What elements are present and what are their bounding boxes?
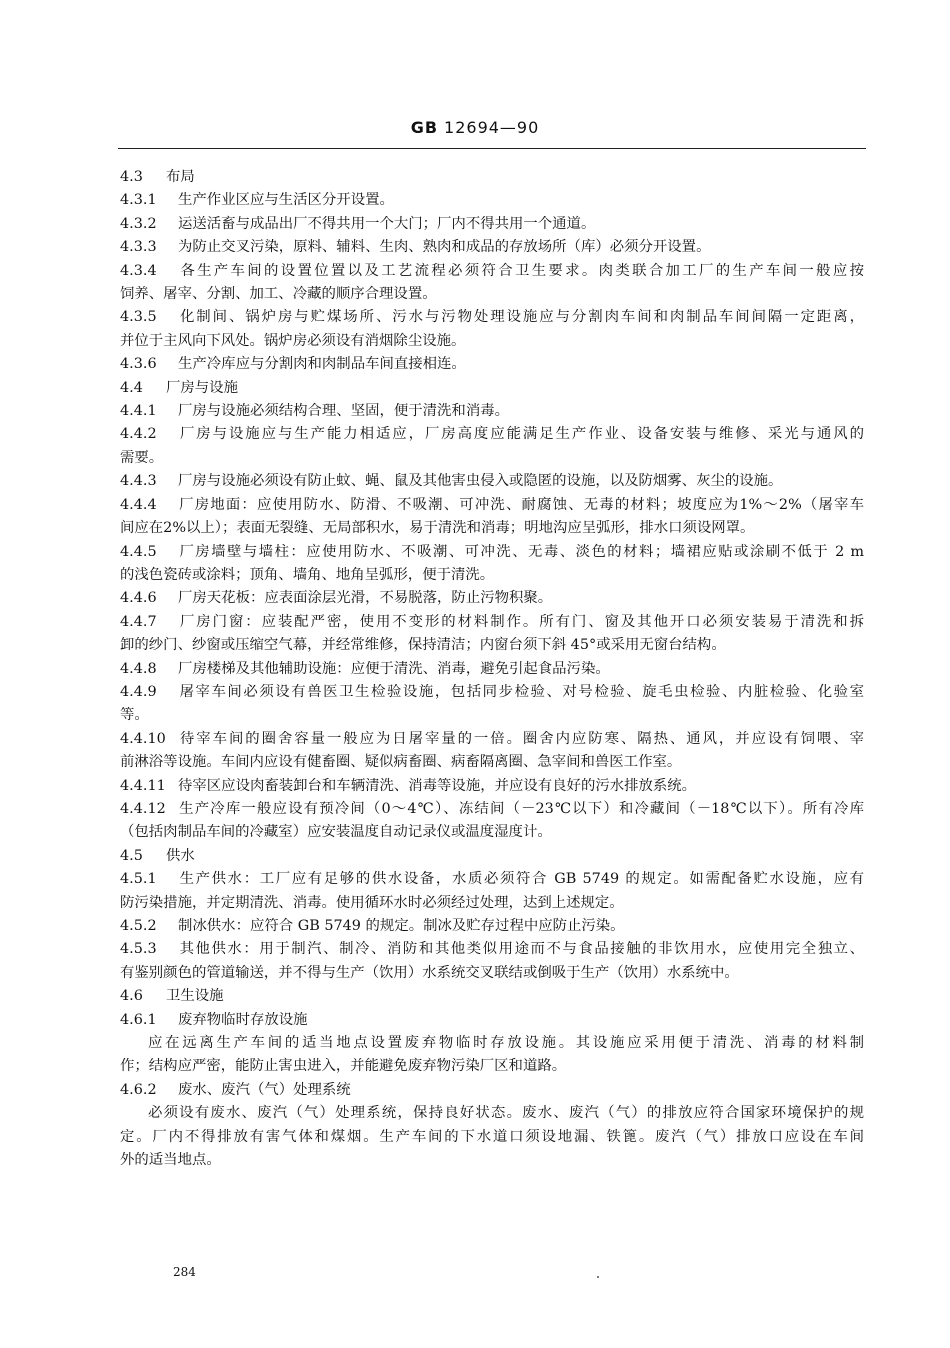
clause-text: 运送活畜与成品出厂不得共用一个大门；厂内不得共用一个通道。 <box>178 215 596 232</box>
clause-text: 屠宰车间必须设有兽医卫生检验设施，包括同步检验、对号检验、旋毛虫检验、内脏检验、化验室 <box>178 683 864 700</box>
clause-line <box>120 353 864 376</box>
clause-number: 4.5 <box>120 847 143 864</box>
clause-text: 等。 <box>120 707 149 724</box>
clause-text: 化制间、锅炉房与贮煤场所、污水与污物处理设施应与分割肉车间和肉制品车间间隔一定距离， <box>178 309 864 326</box>
clause-text: 厂房地面：应使用防水、防滑、不吸潮、可冲洗、耐腐蚀、无毒的材料；坡度应为1%～2%（屠宰车 <box>178 496 864 513</box>
clause-number: 4.4.6 <box>120 590 157 607</box>
clause-text: 生产冷库一般应设有预冷间（0～4℃）、冻结间（－23℃以下）和冷藏间（－18℃以下）。所有冷库 <box>178 800 864 817</box>
clause-text: 卫生设施 <box>166 988 224 1005</box>
continuation-line <box>120 283 864 306</box>
clause-line <box>120 494 864 517</box>
page-header <box>0 118 950 137</box>
document-body <box>120 166 864 1172</box>
header-rule <box>118 148 866 149</box>
clause-line <box>120 985 864 1008</box>
clause-text: 生产供水：工厂应有足够的供水设备，水质必须符合 GB 5749 的规定。如需配备贮水设施，应有 <box>178 871 864 888</box>
clause-text: 厂房楼梯及其他辅助设施：应便于清洗、消毒，避免引起食品污染。 <box>178 660 610 677</box>
clause-number: 4.3.2 <box>120 215 157 232</box>
clause-line <box>120 728 864 751</box>
clause-text: 生产冷库应与分割肉和肉制品车间直接相连。 <box>178 356 466 373</box>
clause-text: 有鉴别颜色的管道输送，并不得与生产（饮用）水系统交叉联结或倒吸于生产（饮用）水系统中。 <box>120 964 739 981</box>
clause-line <box>120 658 864 681</box>
continuation-line <box>120 1126 864 1149</box>
clause-line <box>120 189 864 212</box>
clause-text: 各生产车间的设置位置以及工艺流程必须符合卫生要求。肉类联合加工厂的生产车间一般应按 <box>178 262 864 279</box>
clause-line <box>120 400 864 423</box>
clause-text: 厂房墙壁与墙柱：应使用防水、不吸潮、可冲洗、无毒、淡色的材料；墙裙应贴或涂刷不低于 2 m <box>178 543 864 560</box>
clause-number: 4.4.7 <box>120 613 157 630</box>
clause-text: 厂房与设施应与生产能力相适应，厂房高度应能满足生产作业、设备安装与维修、采光与通风的 <box>178 426 864 443</box>
clause-text: 并位于主风向下风处。锅炉房必须设有消烟除尘设施。 <box>120 332 466 349</box>
clause-number: 4.3.4 <box>120 262 157 279</box>
clause-line <box>120 306 864 329</box>
clause-text: 的浅色瓷砖或涂料；顶角、墙角、地角呈弧形，便于清洗。 <box>120 566 495 583</box>
continuation-line <box>120 330 864 353</box>
clause-line <box>120 541 864 564</box>
clause-text: 卸的纱门、纱窗或压缩空气幕，并经常维修，保持清洁；内窗台须下斜 45°或采用无窗台结构。 <box>120 637 726 654</box>
clause-number: 4.3.5 <box>120 309 157 326</box>
clause-line <box>120 470 864 493</box>
clause-text: 需要。 <box>120 449 164 466</box>
clause-text: 应在远离生产车间的适当地点设置废弃物临时存放设施。其设施应采用便于清洗、消毒的材料制 <box>148 1035 864 1052</box>
clause-number: 4.4.8 <box>120 660 157 677</box>
clause-number: 4.6.1 <box>120 1011 157 1028</box>
continuation-line <box>120 517 864 540</box>
clause-text: 饲养、屠宰、分割、加工、冷藏的顺序合理设置。 <box>120 286 437 303</box>
clause-number: 4.4.2 <box>120 426 157 443</box>
clause-text: 布局 <box>166 169 195 185</box>
clause-line <box>120 845 864 868</box>
clause-line <box>120 868 864 891</box>
standard-code: 12694—90 <box>444 118 540 137</box>
clause-number: 4.3.1 <box>120 192 157 209</box>
continuation-line <box>120 1032 864 1055</box>
clause-line <box>120 1009 864 1032</box>
clause-line <box>120 938 864 961</box>
clause-line <box>120 166 864 189</box>
clause-line <box>120 236 864 259</box>
clause-number: 4.5.2 <box>120 918 157 934</box>
clause-number: 4.3.3 <box>120 239 157 256</box>
clause-line <box>120 260 864 283</box>
continuation-line <box>120 962 864 985</box>
clause-text: 待宰车间的圈舍容量一般应为日屠宰量的一倍。圈舍内应防寒、隔热、通风，并应设有饲喂、宰 <box>178 730 864 747</box>
continuation-line <box>120 1055 864 1078</box>
continuation-line <box>120 892 864 915</box>
clause-number: 4.5.3 <box>120 941 157 958</box>
clause-number: 4.3.6 <box>120 356 157 373</box>
clause-text: 厂房与设施必须结构合理、坚固，便于清洗和消毒。 <box>178 403 509 420</box>
clause-text: 厂房与设施 <box>166 379 238 396</box>
clause-number: 4.5.1 <box>120 871 157 888</box>
clause-text: 为防止交叉污染，原料、辅料、生肉、熟肉和成品的存放场所（库）必须分开设置。 <box>178 239 711 256</box>
clause-number: 4.4.11 <box>120 777 166 794</box>
clause-line <box>120 798 864 821</box>
clause-text: 厂房与设施必须设有防止蚊、蝇、鼠及其他害虫侵入或隐匿的设施，以及防烟雾、灰尘的设施。 <box>178 473 783 490</box>
clause-line <box>120 213 864 236</box>
clause-text: 定。厂内不得排放有害气体和煤烟。生产车间的下水道口须设地漏、铁篦。废汽（气）排放口应设在车间 <box>120 1128 864 1145</box>
clause-number: 4.4 <box>120 379 143 396</box>
clause-line <box>120 423 864 446</box>
continuation-line <box>120 634 864 657</box>
clause-text: 其他供水：用于制汽、制冷、消防和其他类似用途而不与食品接触的非饮用水，应使用完全独立、 <box>178 941 864 958</box>
scan-speck <box>597 1276 599 1278</box>
clause-text: 作；结构应严密，能防止害虫进入，并能避免废弃物污染厂区和道路。 <box>120 1058 567 1075</box>
clause-text: 厂房门窗：应装配严密，使用不变形的材料制作。所有门、窗及其他开口必须安装易于清洗和拆 <box>178 613 864 630</box>
clause-number: 4.4.1 <box>120 403 157 420</box>
clause-text: 间应在2%以上）；表面无裂缝、无局部积水，易于清洗和消毒；明地沟应呈弧形，排水口须设网罩。 <box>120 520 755 537</box>
clause-text: 必须设有废水、废汽（气）处理系统，保持良好状态。废水、废汽（气）的排放应符合国家环境保护的规 <box>148 1105 864 1122</box>
clause-line <box>120 681 864 704</box>
standard-prefix: GB <box>410 118 439 137</box>
clause-line <box>120 915 864 938</box>
clause-text: 废弃物临时存放设施 <box>178 1011 308 1028</box>
continuation-line <box>120 564 864 587</box>
continuation-line <box>120 447 864 470</box>
clause-number: 4.4.9 <box>120 683 157 700</box>
clause-number: 4.6.2 <box>120 1081 157 1098</box>
clause-number: 4.4.4 <box>120 496 157 513</box>
continuation-line <box>120 751 864 774</box>
clause-text: 待宰区应设肉畜装卸台和车辆清洗、消毒等设施，并应设有良好的污水排放系统。 <box>178 777 697 794</box>
clause-text: 外的适当地点。 <box>120 1152 221 1169</box>
clause-text: 制冰供水：应符合 GB 5749 的规定。制冰及贮存过程中应防止污染。 <box>178 918 625 934</box>
clause-line <box>120 1079 864 1102</box>
clause-number: 4.4.5 <box>120 543 157 560</box>
clause-text: 废水、废汽（气）处理系统 <box>178 1081 351 1098</box>
clause-line <box>120 377 864 400</box>
clause-text: 供水 <box>166 847 195 864</box>
continuation-line <box>120 704 864 727</box>
clause-text: 防污染措施，并定期清洗、消毒。使用循环水时必须经过处理，达到上述规定。 <box>120 894 624 911</box>
clause-number: 4.4.12 <box>120 800 166 817</box>
clause-number: 4.4.10 <box>120 730 166 747</box>
clause-line <box>120 775 864 798</box>
clause-line <box>120 587 864 610</box>
continuation-line <box>120 1149 864 1172</box>
clause-number: 4.6 <box>120 988 143 1005</box>
clause-text: 生产作业区应与生活区分开设置。 <box>178 192 394 209</box>
continuation-line <box>120 1102 864 1125</box>
page-number: 284 <box>173 1265 196 1279</box>
clause-number: 4.3 <box>120 169 143 185</box>
clause-number: 4.4.3 <box>120 473 157 490</box>
clause-text: 前淋浴等设施。车间内应设有健畜圈、疑似病畜圈、病畜隔离圈、急宰间和兽医工作室。 <box>120 754 682 771</box>
clause-text: 厂房天花板：应表面涂层光滑，不易脱落，防止污物积聚。 <box>178 590 553 607</box>
clause-line <box>120 611 864 634</box>
clause-text: （包括肉制品车间的冷藏室）应安装温度自动记录仪或温度湿度计。 <box>120 824 552 841</box>
continuation-line <box>120 821 864 844</box>
